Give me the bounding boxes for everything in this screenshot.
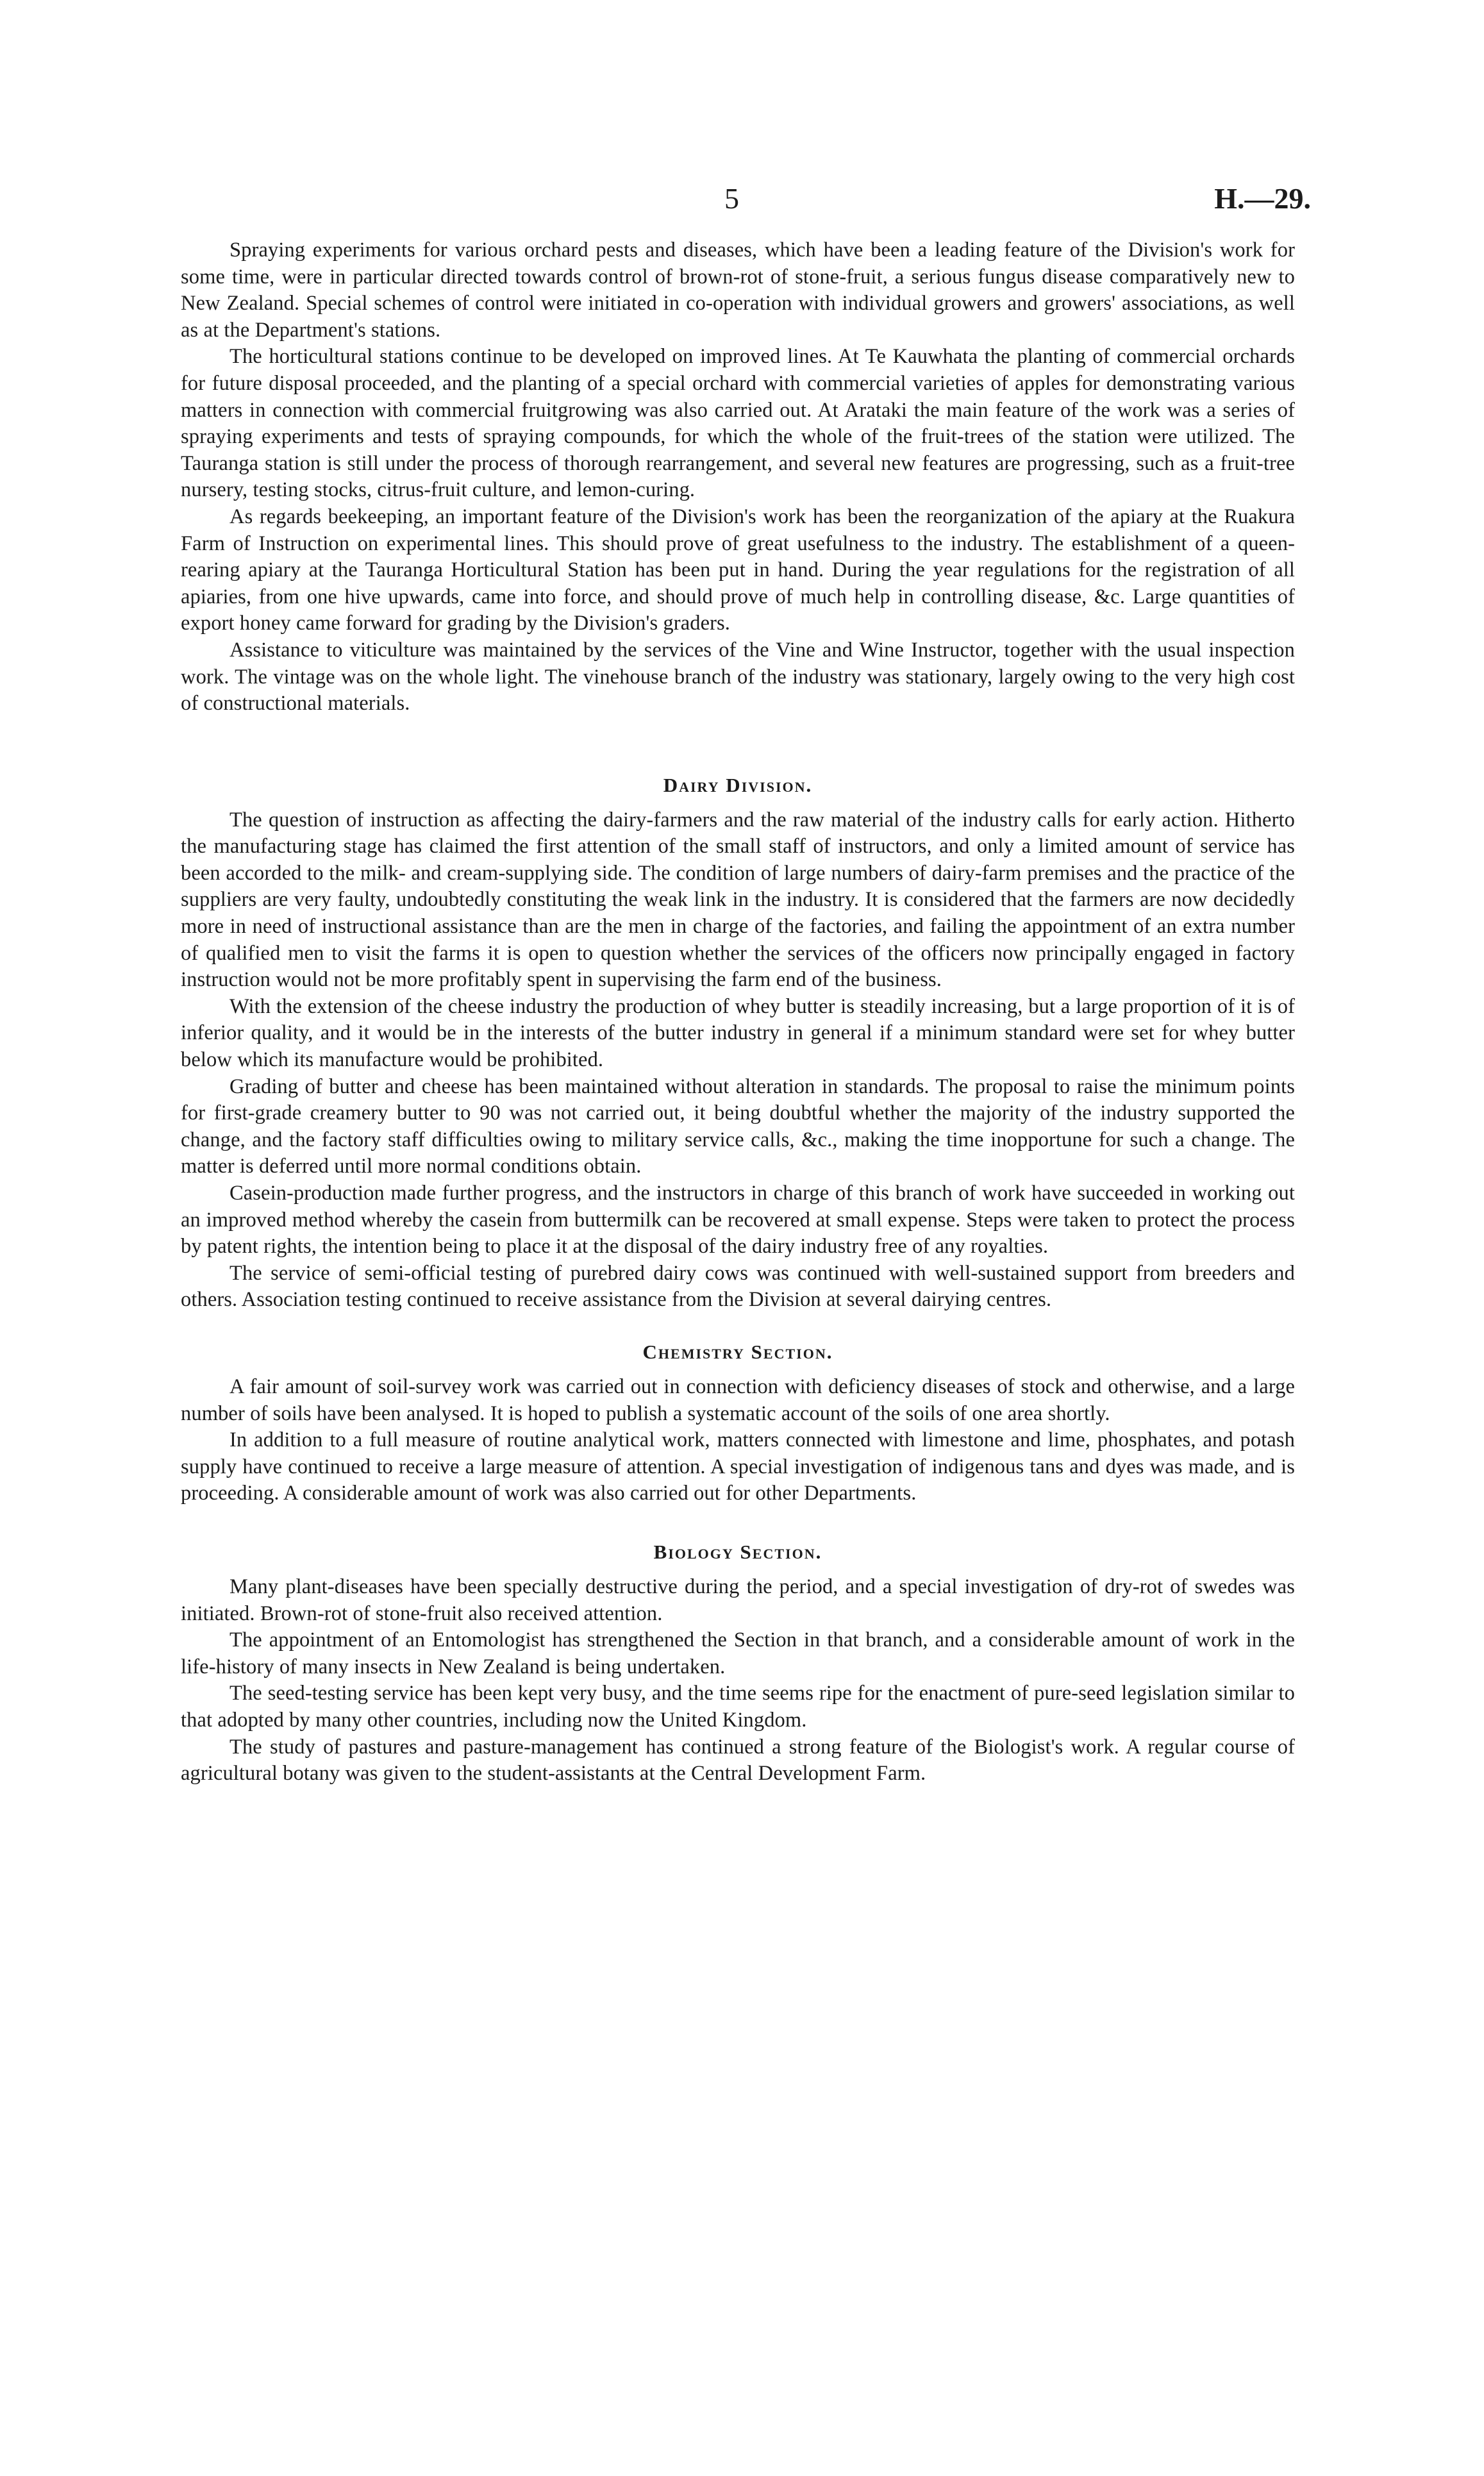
page-body: [181, 237, 1295, 1787]
paragraph-analytical-work: In addition to a full measure of routine analytical work, matters connected with limestone and lime, phosphates, and potash supply have continued to receive a large measure of attention. A special investigation of indigenous tans and dyes was made, and is proceeding. A considerable amount of work was also carried out for other Departments.: [181, 1428, 1295, 1505]
page-number: 5: [724, 182, 739, 215]
heading-dairy-division: Dairy Division.: [663, 773, 813, 796]
paragraph-pastures: The study of pastures and pasture-management has continued a strong feature of the Biologist's work. A regular course of agricultural botany was given to the student-assistants at the Central Development Farm.: [181, 1735, 1295, 1786]
paragraph-seed-testing: The seed-testing service has been kept very busy, and the time seems ripe for the enactment of pure-seed legislation similar to that adopted by many other countries, including now the United Kingdom.: [181, 1682, 1295, 1732]
paragraph-entomologist: The appointment of an Entomologist has strengthened the Section in that branch, and a considerable amount of work in the life-history of many insects in New Zealand is being undertaken.: [181, 1628, 1295, 1678]
paragraph-semi-official-testing: The service of semi-official testing of purebred dairy cows was continued with well-sustained support from breeders and others. Association testing continued to receive assistance from the Division at several dairying centres.: [181, 1261, 1295, 1312]
paragraph-beekeeping: As regards beekeeping, an important feature of the Division's work has been the reorganization of the apiary at the Ruakura Farm of Instruction on experimental lines. This should prove of great usefulness to the industry. The establishment of a queen-rearing apiary at the Tauranga Horticultural Station has been put in hand. During the year regulations for the registration of all apiaries, from one hive upwards, came into force, and should prove of much help in controlling disease, &c. Large quantities of export honey came forward for grading by the Division's graders.: [181, 505, 1295, 635]
paragraph-spraying: Spraying experiments for various orchard pests and diseases, which have been a leading feature of the Division's work for some time, were in particular directed towards control of brown-rot of stone-fruit, a serious fungus disease comparatively new to New Zealand. Special schemes of control were initiated in co-operation with individual growers and growers' associations, as well as at the Department's stations.: [181, 238, 1295, 342]
document-reference: H.—29.: [1214, 182, 1311, 215]
paragraph-dairy-instruction: The question of instruction as affecting the dairy-farmers and the raw material of the industry calls for early action. Hitherto the manufacturing stage has claimed the first attention of the small staff of instructors, and only a limited amount of service has been accorded to the milk- and cream-supplying side. The condition of large numbers of dairy-farm premises and the practice of the suppliers are very faulty, undoubtedly constituting the weak link in the industry. It is considered that the farmers are now decidedly more in need of instructional assistance than are the men in charge of the factories, and failing the appointment of an extra number of qualified men to visit the farms it is open to question whether the services of the officers now principally engaged in factory instruction would not be more profitably spent in supervising the farm end of the business.: [181, 808, 1295, 992]
heading-biology-section: Biology Section.: [653, 1540, 822, 1563]
paragraph-grading: Grading of butter and cheese has been maintained without alteration in standards. The proposal to raise the minimum points for first-grade creamery butter to 90 was not carried out, it being doubtful whether the majority of the industry supported the change, and the factory staff difficulties owing to military service calls, &c., making the time inopportune for such a change. The matter is deferred until more normal conditions obtain.: [181, 1075, 1295, 1178]
paragraph-plant-diseases: Many plant-diseases have been specially destructive during the period, and a special investigation of dry-rot of swedes was initiated. Brown-rot of stone-fruit also received attention.: [181, 1575, 1295, 1625]
paragraph-soil-survey: A fair amount of soil-survey work was carried out in connection with deficiency diseases of stock and otherwise, and a large number of soils have been analysed. It is hoped to publish a systematic account of the soils of one area shortly.: [181, 1375, 1295, 1425]
heading-chemistry-section: Chemistry Section.: [642, 1340, 833, 1363]
paragraph-whey-butter: With the extension of the cheese industry the production of whey butter is steadily increasing, but a large proportion of it is of inferior quality, and it would be in the interests of the butter industry in general if a minimum standard were set for whey butter below which its manufacture would be prohibited.: [181, 994, 1295, 1072]
paragraph-horticultural-stations: The horticultural stations continue to be developed on improved lines. At Te Kauwhata the planting of commercial orchards for future disposal proceeded, and the planting of a special orchard with commercial varieties of apples for demonstrating various matters in connection with commercial fruitgrowing was also carried out. At Arataki the main feature of the work was a series of spraying experiments and tests of spraying compounds, for which the whole of the fruit-trees of the station were utilized. The Tauranga station is still under the process of thorough rearrangement, and several new features are progressing, such as a fruit-tree nursery, testing stocks, citrus-fruit culture, and lemon-curing.: [181, 345, 1295, 502]
paragraph-casein: Casein-production made further progress, and the instructors in charge of this branch of work have succeeded in working out an improved method whereby the casein from buttermilk can be recovered at small expense. Steps were taken to protect the process by patent rights, the intention being to place it at the disposal of the dairy industry free of any royalties.: [181, 1182, 1295, 1259]
paragraph-viticulture: Assistance to viticulture was maintained by the services of the Vine and Wine Instructor, together with the usual inspection work. The vintage was on the whole light. The vinehouse branch of the industry was stationary, largely owing to the very high cost of constructional materials.: [181, 638, 1295, 715]
